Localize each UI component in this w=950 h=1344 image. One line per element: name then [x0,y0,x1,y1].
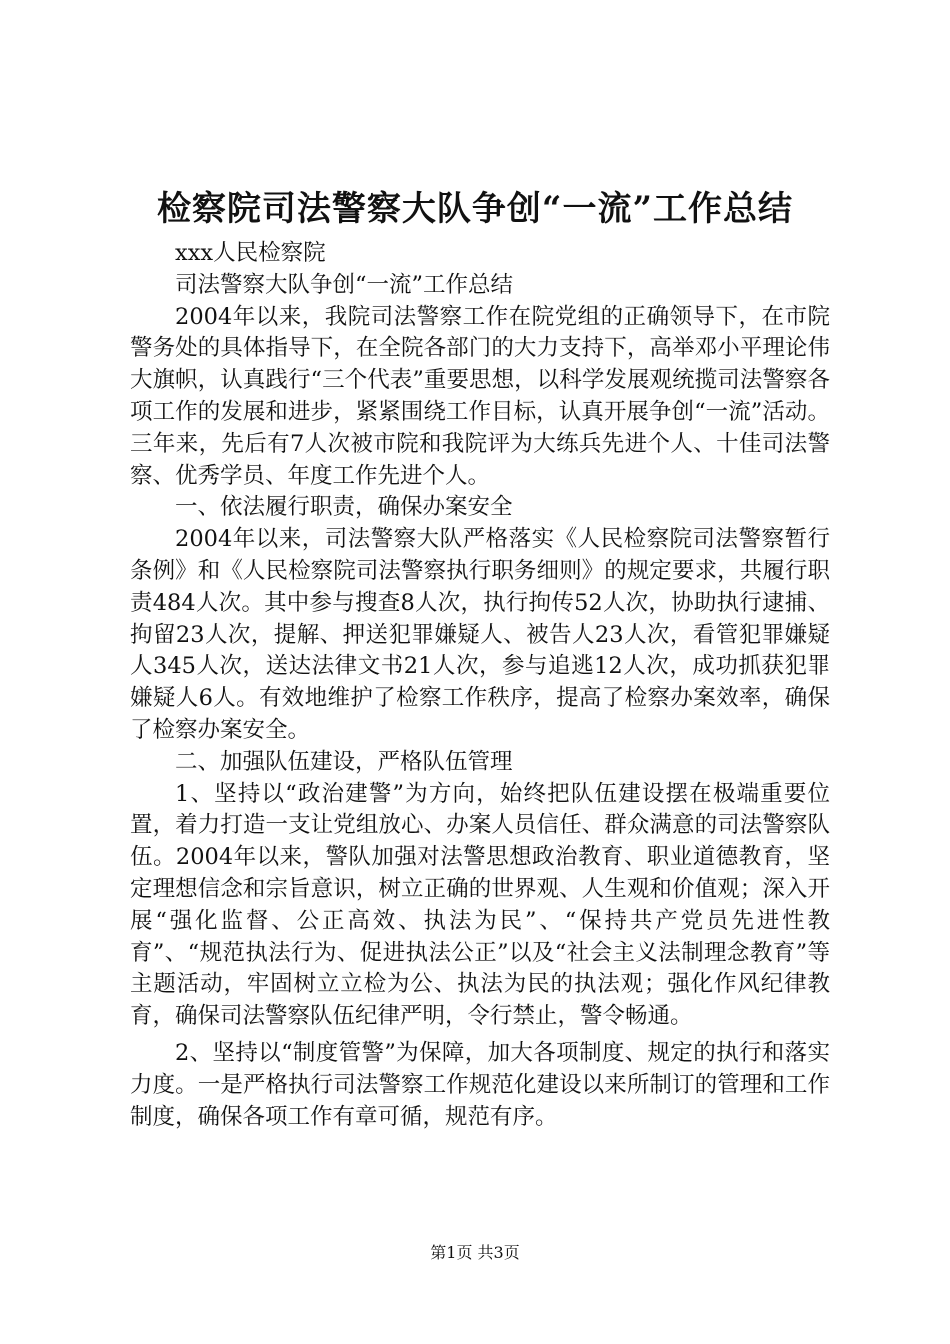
intro-paragraph: 2004年以来，我院司法警察工作在院党组的正确领导下，在市院警务处的具体指导下，在全院各部门的大力支持下，高举邓小平理论伟大旗帜，认真践行“三个代表”重要思想，以科学发展观统揽司法警察各项工作的发展和进步，紧紧围绕工作目标，认真开展争创“一流”活动。三年来，先后有7人次被市院和我院评为大练兵先进个人、十佳司法警察、优秀学员、年度工作先进个人。 [130,303,830,489]
page-number: 第1页 共3页 [430,1243,520,1262]
section-2-item-1: 1、坚持以“政治建警”为方向，始终把队伍建设摆在极端重要位置，着力打造一支让党组放心、办案人员信任、群众满意的司法警察队伍。2004年以来，警队加强对法警思想政治教育、职业道德教育，坚定理想信念和宗旨意识，树立正确的世界观、人生观和价值观；深入开展“强化监督、公正高效、执法为民”、“保持共产党员先进性教育”、“规范执法行为、促进执法公正”以及“社会主义法制理念教育”等主题活动，牢固树立立检为公、执法为民的执法观；强化作风纪律教育，确保司法警察队伍纪律严明，令行禁止，警令畅通。 [130,780,830,1030]
section-1-paragraph: 2004年以来，司法警察大队严格落实《人民检察院司法警察暂行条例》和《人民检察院司法警察执行职务细则》的规定要求，共履行职责484人次。其中参与搜查8人次，执行拘传52人次，协助执行逮捕、拘留23人次，提解、押送犯罪嫌疑人、被告人23人次，看管犯罪嫌疑人345人次，送达法律文书21人次，参与追逃12人次，成功抓获犯罪嫌疑人6人。有效地维护了检察工作秩序，提高了检察办案效率，确保了检察办案安全。 [130,526,830,743]
document-title: 检察院司法警察大队争创“一流”工作总结 [156,189,794,229]
section-2-item-2: 2、坚持以“制度管警”为保障，加大各项制度、规定的执行和落实力度。一是严格执行司法警察工作规范化建设以来所制订的管理和工作制度，确保各项工作有章可循，规范有序。 [130,1039,830,1130]
document-body [130,238,830,1133]
subtitle-line: 司法警察大队争创“一流”工作总结 [175,271,514,298]
organization-line: xxx人民检察院 [175,240,326,266]
section-heading-2: 二、加强队伍建设，严格队伍管理 [175,748,513,775]
section-heading-1: 一、依法履行职责，确保办案安全 [175,494,513,521]
